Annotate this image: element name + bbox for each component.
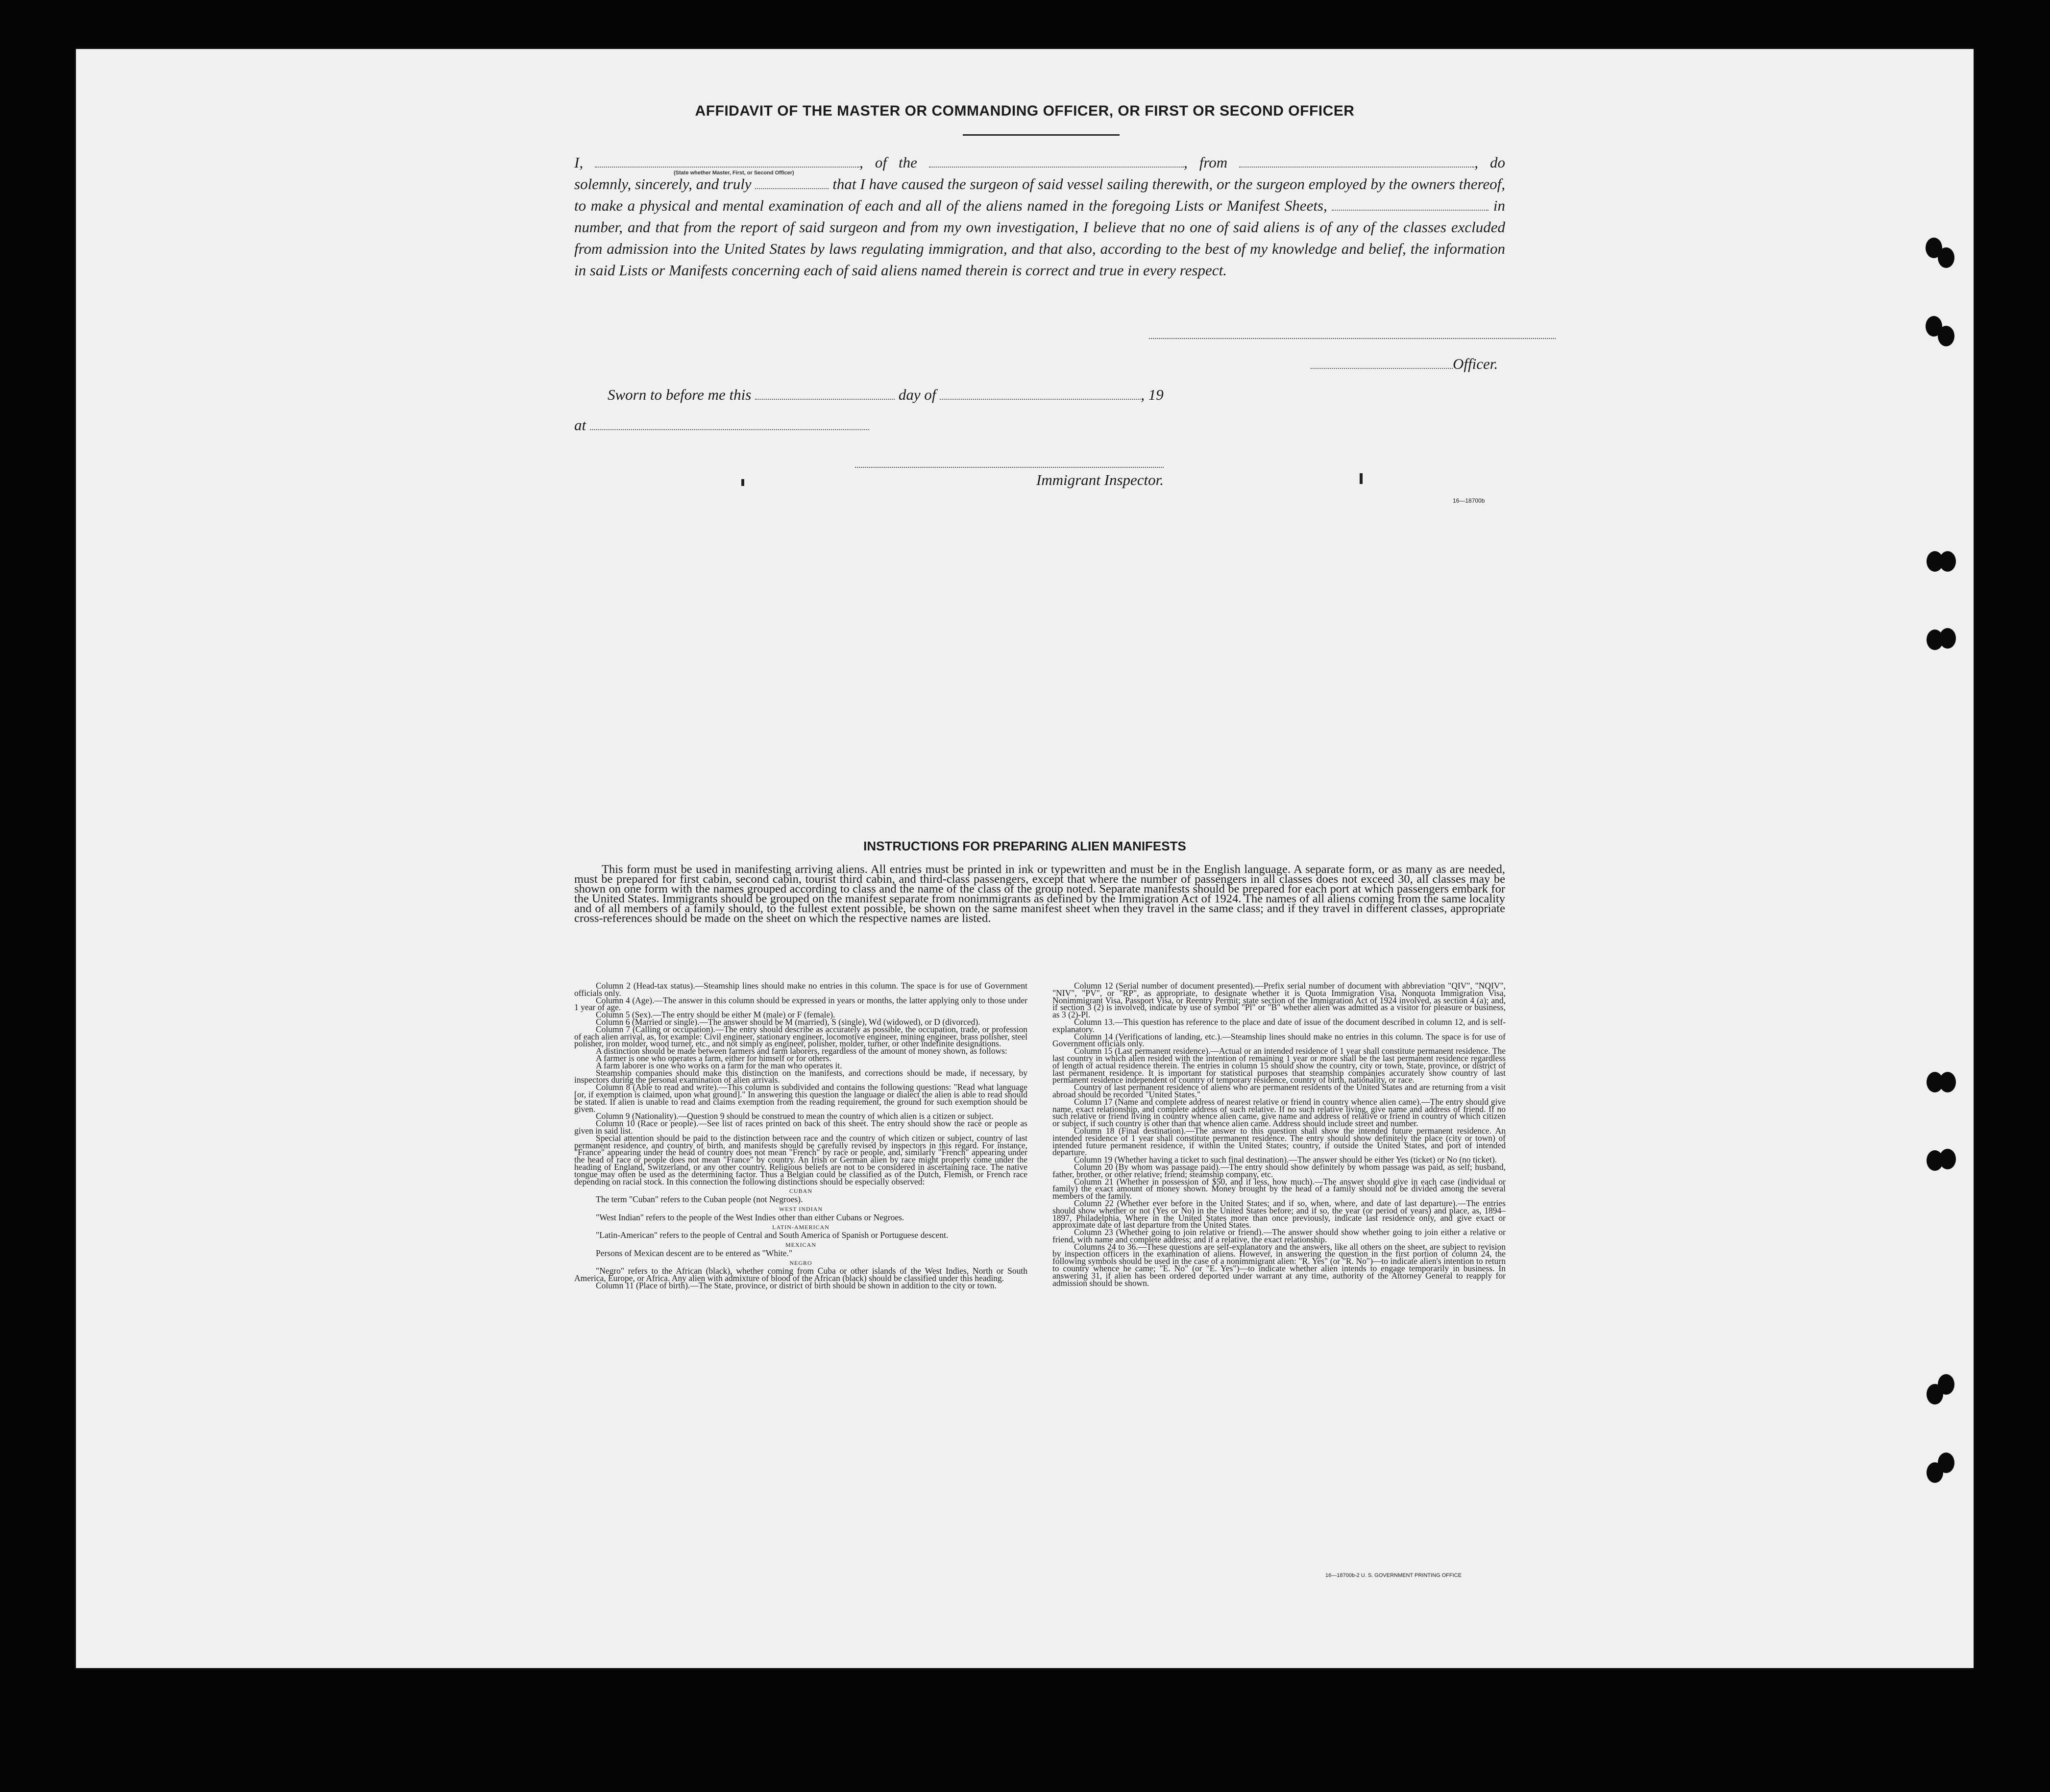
at-label: at [574,416,586,434]
paragraph: Steamship companies should make this distinction on the manifests, and corrections should be made, if necessary, by inspectors during the personal examination of alien arrivals. [574,1067,1027,1085]
paragraph: Column 17 (Name and complete address of nearest relative or friend in country whence alien came).—The entry should give name, exact relationship, and complete address of such relative. If no such relative living, give name and address of friend. If no such relative or friend living in country whence alien came, give name and address of relative or friend in country of which citizen or subject, if such country is other than that whence alien came. Address should include street and number. [1052,1096,1506,1129]
paragraph: Column 5 (Sex).—The entry should be either M (male) or F (female). [596,1010,835,1020]
from-port-field[interactable] [1239,156,1474,168]
paragraph: A farm laborer is one who works on a farm for the man who operates it. [596,1060,842,1070]
title-rule [963,134,1120,136]
right-column [1052,982,1506,1286]
officer-field[interactable] [1311,357,1453,369]
paragraph: A farmer is one who operates a farm, either for himself or for others. [596,1053,831,1063]
instructions-intro: This form must be used in manifesting arriving aliens. All entries must be printed in ink or typewritten and must be in the English language. A separate form, or as many as are needed, must be prepared for first cabin, second cabin, tourist third cabin, and third-class passengers, except that where the number of passengers in all classes does not exceed 30, all classes may be shown on one form with the names grouped according to class and the name of the class of the group noted. Separate manifests should be prepared for each port at which passengers embark for the United States. Immigrants should be grouped on the manifest separate from nonimmigrants as defined by the Immigration Act of 1924. The names of all aliens coming from the same locality and of all members of a family should, to the fullest extent possible, be shown on the same manifest sheet when they travel in the same class; and if they travel in different classes, appropriate cross-references should be made on the sheet on which the respective names are listed. [574,863,1505,925]
rank-hint: (State whether Master, First, or Second Officer) [674,170,794,176]
paragraph: Column 2 (Head-tax status).—Steamship lines should make no entries in this column. The space is for use of Government officials only. [574,981,1027,998]
paragraph: Column 21 (Whether in possession of $50, and if less, how much).—The answer should give in each case (individual or family) the exact amount of money shown. Money brought by the head of a family should not be divided among the several members of the family. [1052,1176,1506,1201]
paragraph: Column 22 (Whether ever before in the United States; and if so, when, where, and date of last departure).—The entries should show whether or not (Yes or No) in the United States before; and if so, the year (or period of years) and place, as, 1894–1897, Philadelphia. Where in the United States more than once previously, indicate last residence only, and give exact or approximate date of last departure from the United States. [1052,1198,1506,1230]
binder-hole [1938,326,1954,346]
ink-speck [741,479,744,486]
inspector-label: Immigrant Inspector. [1036,471,1164,488]
binder-hole [1939,1072,1956,1092]
paragraph: Column 4 (Age).—The answer in this column should be expressed in years or months, the latter applying only to those under 1 year of age. [574,995,1027,1013]
paragraph: Column 8 (Able to read and write).—This column is subdivided and contains the following questions: "Read what language [or, if exemption is claimed, upon what ground]." In answering this question the language or dialect the alien is able to read should be stated. If alien is unable to read and claims exemption from the reading requirement, the ground for such exemption should be given. [574,1082,1027,1114]
instructions-title: INSTRUCTIONS FOR PREPARING ALIEN MANIFESTS [863,839,1186,853]
word-from: , from [1183,154,1228,171]
vessel-field[interactable] [929,156,1184,168]
paragraph: A distinction should be made between farmers and farm laborers, regardless of the amount of money shown, as follows: [596,1046,1007,1056]
document-sheet [76,49,1974,1668]
text-in-number: in number, and that from the report of said surgeon and from my own investigation, I believe that no one of said aliens is of any of the classes excluded from admission into the United States by laws regulating immigration, and that also, according to the best of my knowledge and belief, the information in said Lists or Manifests concerning each of said aliens named therein is correct and true in every respect. [574,197,1505,279]
paragraph: Column 18 (Final destination).—The answer to this question shall show the intended future permanent residence. An intended residence of 1 year shall constitute permanent residence. The entry should show definitely the place (city or town) of intended future permanent residence, if within the United States; country, if outside the United States, and port of intended departure. [1052,1125,1506,1158]
paragraph: Column 7 (Calling or occupation).—The entry should describe as accurately as possible, the occupation, trade, or profession of each alien arrival, as, for example: Civil engineer, stationary engineer, locomotive engineer, mining engineer, brass polisher, steel polisher, iron molder, wood turner, etc., and not simply as engineer, polisher, molder, turner, or other indefinite designations. [574,1024,1027,1049]
paragraph: "West Indian" refers to the people of the West Indies other than either Cubans or Negroes. [596,1212,904,1222]
left-column [574,982,1027,1289]
paragraph: The term "Cuban" refers to the Cuban people (not Negroes). [596,1194,803,1205]
word-do: , do [1474,154,1506,171]
heading-cuban: CUBAN [789,1187,812,1195]
day-of-text: day of [898,386,936,403]
paragraph: Special attention should be paid to the distinction between race and the country of which citizen or subject, country of last permanent residence, and country of birth, and manifests should be carefully revised by inspectors in this regard. For instance, "France" appearing under the head of country does not mean "French" by race or people, and, similarly "French" appearing under the head of race or people does not mean "France" by country. An Irish or German alien by race might properly come under the heading of England, Switzerland, or any other country. Religious beliefs are not to be considered in ascertaining race. The native tongue may often be used as the determining factor. Thus a Belgian could be classified as of the Dutch, Flemish, or French race depending on racial stock. In this connection the following distinctions should be especially observed: [574,1133,1027,1187]
text-caused: that I have caused the surgeon of said vessel sailing therewith, or the surgeon employed by the owners thereof, to make a physical and mental examination of each and all of the aliens named in the foregoing Lists or Manifest Sheets, [574,175,1506,214]
at-line [574,416,869,434]
heading-west-indian: WEST INDIAN [779,1205,823,1212]
paragraph: Column 23 (Whether going to join relative or friend).—The answer should show whether going to join either a relative or friend, with name and complete address; and if a relative, the exact relationship. [1052,1227,1506,1244]
sworn-line [608,386,1164,404]
paragraph: Country of last permanent residence of aliens who are permanent residents of the United States and are returning from a visit abroad should be recorded "United States." [1052,1082,1506,1099]
paragraph: Columns 24 to 36.—These questions are self-explanatory and the answers, like all others on the sheet, are subject to revision by inspection officers in the examination of aliens. However, in answering the question in the first portion of column 24, the following symbols should be used in the case of a nonimmigrant alien: "R. Yes" (or "R. No")—to indicate alien's intention to return to country whence he came; "E. No" (or "E. Yes")—to indicate whether alien intends to engage temporarily in business. In answering 31, if alien has been ordered deported under warrant at any time, authority of the Attorney General to reapply for admission should be shown. [1052,1241,1506,1288]
paragraph: Column 6 (Married or single).—The answer should be M (married), S (single), Wd (widowed), or D (divorced). [596,1017,980,1027]
paragraph: Column 13.—This question has reference to the place and date of issue of the document described in column 12, and is self-explanatory. [1052,1017,1506,1034]
heading-mexican: MEXICAN [785,1241,816,1249]
signature-line[interactable] [1149,338,1556,339]
oath-field[interactable] [755,177,829,189]
paragraph: "Negro" refers to the African (black), whether coming from Cuba or other islands of the West Indies, North or South America, Europe, or Africa. Any alien with admixture of blood of the African (black) should be classified under this heading. [574,1266,1027,1283]
binder-hole [1939,1149,1956,1169]
binder-hole [1938,1453,1954,1473]
printing-office-footer: 16—18700b-2 U. S. GOVERNMENT PRINTING OFFICE [1325,1573,1462,1578]
binder-hole [1938,1374,1954,1395]
word-solemnly: solemnly, sincerely, and truly [574,175,752,193]
number-field[interactable] [1332,199,1489,211]
word-i: I, [574,154,584,171]
binder-hole [1939,628,1956,649]
form-number: 16—18700b [1453,497,1485,504]
officer-label: Officer. [1453,355,1498,372]
inspector-signature-line[interactable] [855,467,1164,468]
binder-hole [1938,247,1954,268]
heading-latin-american: LATIN-AMERICAN [772,1223,830,1231]
paragraph: Column 14 (Verifications of landing, etc.).—Steamship lines should make no entries in this column. The space is for use of Government officials only. [1052,1031,1506,1049]
month-field[interactable] [940,388,1141,400]
word-of-the: , of the [859,154,917,171]
sworn-text: Sworn to before me this [608,386,752,403]
ink-speck [1360,473,1363,484]
officer-signature [1311,355,1498,373]
paragraph: Column 19 (Whether having a ticket to such final destination).—The answer should be either Yes (ticket) or No (no ticket). [1074,1155,1497,1165]
paragraph: Column 15 (Last permanent residence).—Actual or an intended residence of 1 year shall constitute permanent residence. The last country in which alien resided with the intention of remaining 1 year or more shall be the last permanent residence regardless of length of actual residence therein. The entries in column 15 should show the country, city or town, State, province, or district of last permanent residence. It is important for statistical purposes that steamship companies accurately show country of last permanent residence independent of country of temporary residence, country of birth, nationality, or race. [1052,1046,1506,1085]
paragraph: Column 10 (Race or people).—See list of races printed on back of this sheet. The entry should show the race or people as given in said list. [574,1118,1027,1136]
paragraph: Persons of Mexican descent are to be entered as "White." [596,1248,793,1258]
affidavit-title: AFFIDAVIT OF THE MASTER OR COMMANDING OFFICER, OR FIRST OR SECOND OFFICER [695,103,1355,119]
paragraph: Column 11 (Place of birth).—The State, province, or district of birth should be shown in addition to the city or town. [596,1281,997,1291]
day-field[interactable] [755,388,895,400]
paragraph: Column 20 (By whom was passage paid).—The entry should show definitely by whom passage was paid, as self; husband, father, brother, or other relative; friend; steamship company, etc. [1052,1162,1506,1179]
binder-hole [1939,551,1956,572]
paragraph: Column 9 (Nationality).—Question 9 should be construed to mean the country of which alien is a citizen or subject. [596,1111,994,1121]
heading-negro: NEGRO [789,1259,812,1266]
paragraph: Column 12 (Serial number of document presented).—Prefix serial number of document with abbreviation "QIV", "NQIV", "NIV", "PV", or "RP", as appropriate, to designate whether it is Quota Immigration Visa, Nonquota Immigration Visa, Nonimmigrant Visa, Passport Visa, or Reentry Permit; state section of the Immigration Act of 1924 involved, as section 4 (a); and, if section 3 (2) is involved, indicate by use of symbol "Pl" or "B" whether alien was admitted as a visitor for pleasure or business, as 3 (2)-Pl. [1052,981,1506,1020]
year-text: , 19 [1141,386,1164,403]
officer-rank-field[interactable] [595,156,859,168]
place-field[interactable] [590,418,869,430]
paragraph: "Latin-American" refers to the people of Central and South America of Spanish or Portuguese descent. [596,1230,949,1240]
